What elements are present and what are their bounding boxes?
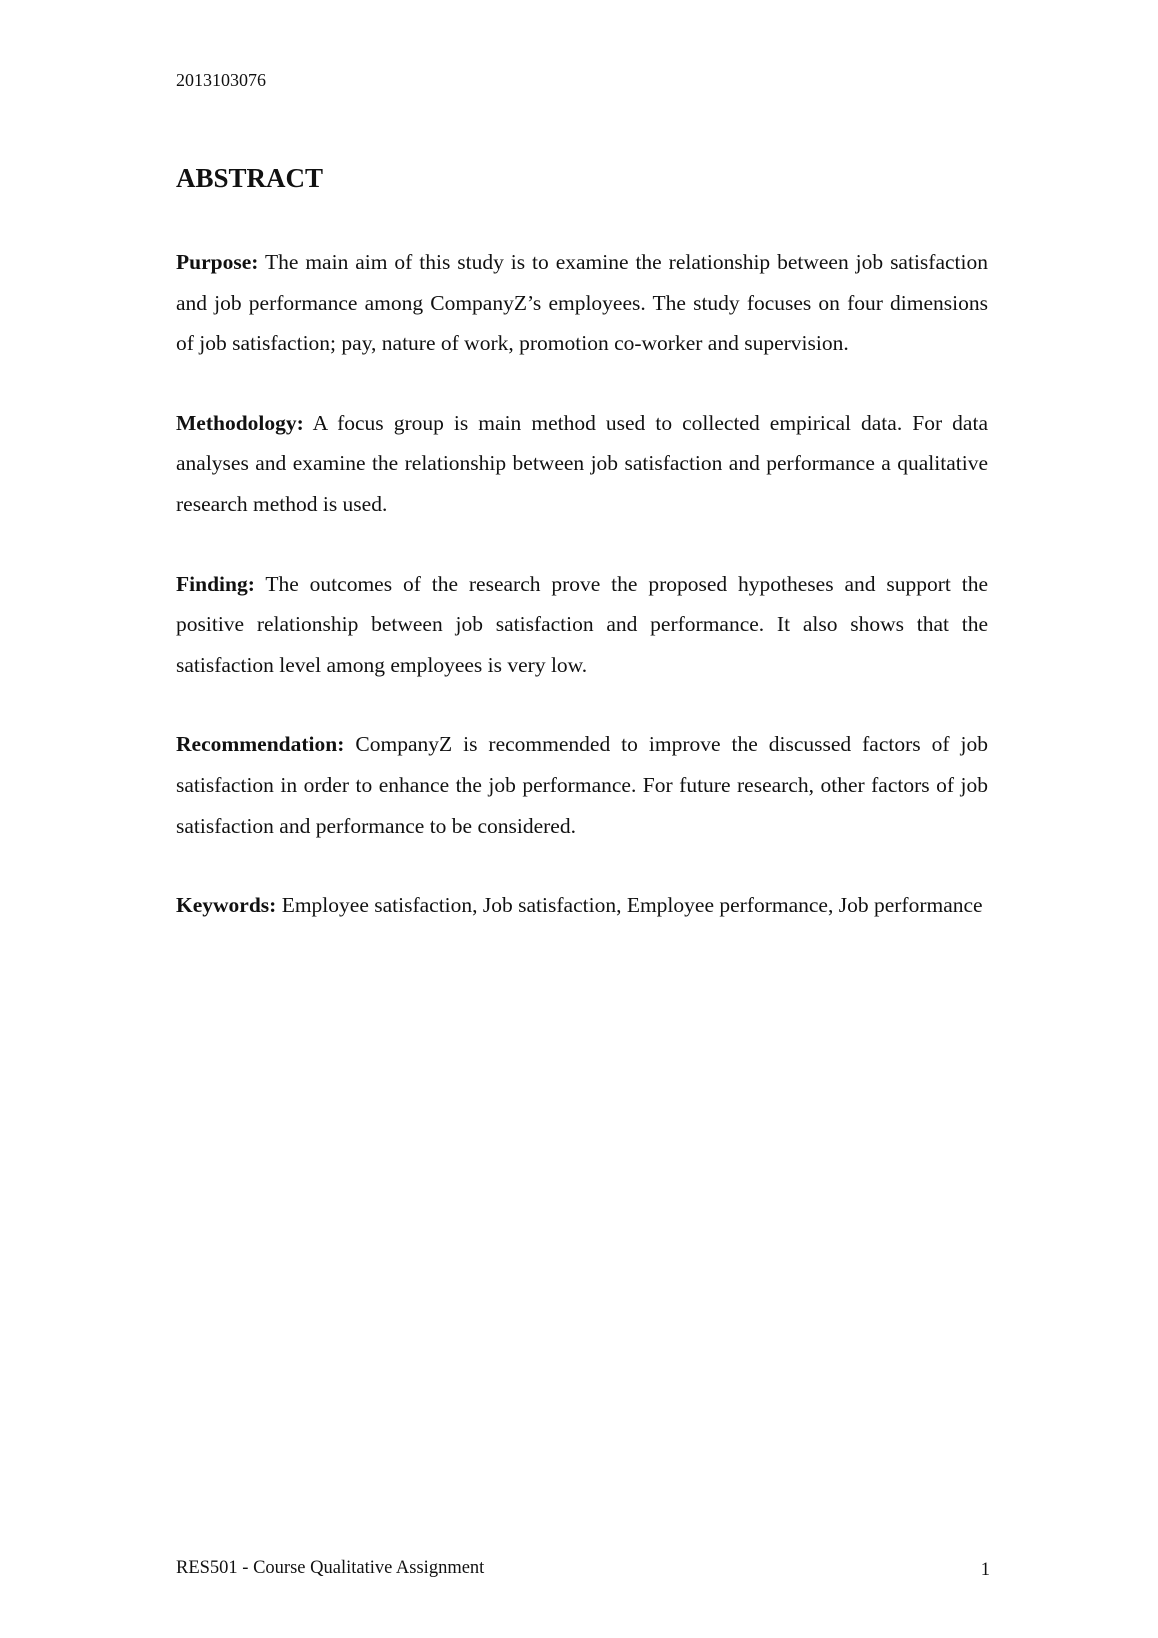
footer-course-title: RES501 - Course Qualitative Assignment: [176, 1558, 485, 1578]
abstract-body: [176, 242, 988, 965]
header-student-id: 2013103076: [176, 70, 266, 90]
recommendation-label: Recommendation:: [176, 732, 345, 757]
recommendation-text: CompanyZ is recommended to improve the discussed factors of job satisfaction in order to enhance the job performance. For future research, other factors of job satisfaction and performance to be considered.: [176, 732, 988, 838]
methodology-text: A focus group is main method used to collected empirical data. For data analyses and examine the relationship between job satisfaction and performance a qualitative research method is used.: [176, 410, 988, 516]
recommendation-paragraph: [176, 724, 988, 846]
methodology-label: Methodology:: [176, 410, 304, 435]
finding-paragraph: [176, 564, 988, 686]
keywords-label: Keywords:: [176, 893, 277, 918]
footer-page-number: 1: [980, 1560, 990, 1580]
methodology-paragraph: [176, 403, 988, 525]
purpose-label: Purpose:: [176, 250, 259, 274]
finding-text: The outcomes of the research prove the proposed hypotheses and support the positive relationship between job satisfaction and performance. It also shows that the satisfaction level among employees is very low.: [176, 571, 988, 677]
finding-label: Finding:: [176, 571, 255, 596]
page-title: ABSTRACT: [176, 163, 324, 193]
purpose-text: The main aim of this study is to examine the relationship between job satisfaction and job performance among CompanyZ’s employees. The study focuses on four dimensions of job satisfaction; pay, nature of work, promotion co-worker and supervision.: [176, 250, 988, 356]
keywords-text: Employee satisfaction, Job satisfaction, Employee performance, Job performance: [281, 893, 983, 918]
purpose-paragraph: [176, 242, 988, 364]
keywords-paragraph: [176, 885, 988, 926]
